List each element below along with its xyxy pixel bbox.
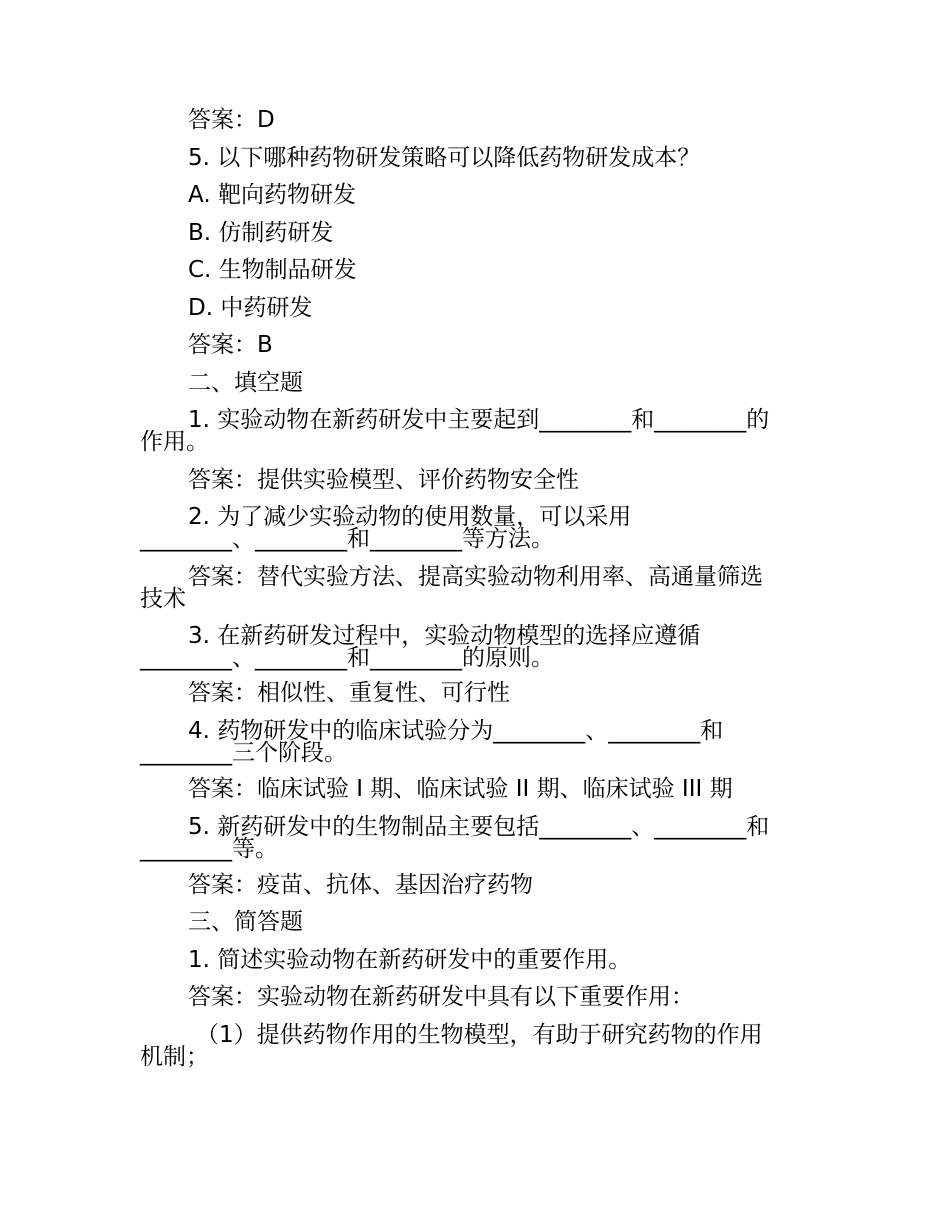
section-heading-short-answer: 三、简答题	[188, 909, 303, 935]
fill-question-2: 2. 为了减少实验动物的使用数量，可以采用	[188, 504, 632, 530]
short-answer-1-point-1-cont: 机制；	[140, 1044, 209, 1070]
question-5-mc: 5. 以下哪种药物研发策略可以降低药物研发成本？	[188, 145, 701, 171]
fill-question-2-cont: ________、________和________等方法。	[140, 526, 554, 552]
option-c: C. 生物制品研发	[188, 257, 357, 283]
short-question-1: 1. 简述实验动物在新药研发中的重要作用。	[188, 947, 632, 973]
fill-question-3: 3. 在新药研发过程中，实验动物模型的选择应遵循	[188, 623, 701, 649]
section-heading-fill-in: 二、填空题	[188, 370, 303, 396]
fill-question-1: 1. 实验动物在新药研发中主要起到________和________的	[188, 407, 770, 433]
fill-question-5-cont: ________等。	[140, 836, 278, 862]
fill-answer-2-cont: 技术	[140, 586, 186, 612]
short-answer-1-point-1: （1）提供药物作用的生物模型，有助于研究药物的作用	[196, 1022, 763, 1048]
option-b: B. 仿制药研发	[188, 220, 334, 246]
option-d: D. 中药研发	[188, 295, 313, 321]
answer-4: 答案：D	[188, 107, 275, 133]
fill-answer-4: 答案：临床试验 I 期、临床试验 II 期、临床试验 III 期	[188, 776, 733, 802]
fill-question-4: 4. 药物研发中的临床试验分为________、________和	[188, 718, 724, 744]
fill-answer-5: 答案：疫苗、抗体、基因治疗药物	[188, 872, 533, 898]
fill-question-3-cont: ________、________和________的原则。	[140, 645, 554, 671]
fill-question-5: 5. 新药研发中的生物制品主要包括________、________和	[188, 814, 770, 840]
fill-answer-1: 答案：提供实验模型、评价药物安全性	[188, 467, 579, 493]
option-a: A. 靶向药物研发	[188, 182, 356, 208]
short-answer-1: 答案：实验动物在新药研发中具有以下重要作用：	[188, 984, 694, 1010]
fill-question-4-cont: ________三个阶段。	[140, 740, 347, 766]
fill-answer-3: 答案：相似性、重复性、可行性	[188, 680, 510, 706]
fill-answer-2: 答案：替代实验方法、提高实验动物利用率、高通量筛选	[188, 564, 763, 590]
answer-5: 答案：B	[188, 332, 273, 358]
fill-question-1-cont: 作用。	[140, 429, 209, 455]
